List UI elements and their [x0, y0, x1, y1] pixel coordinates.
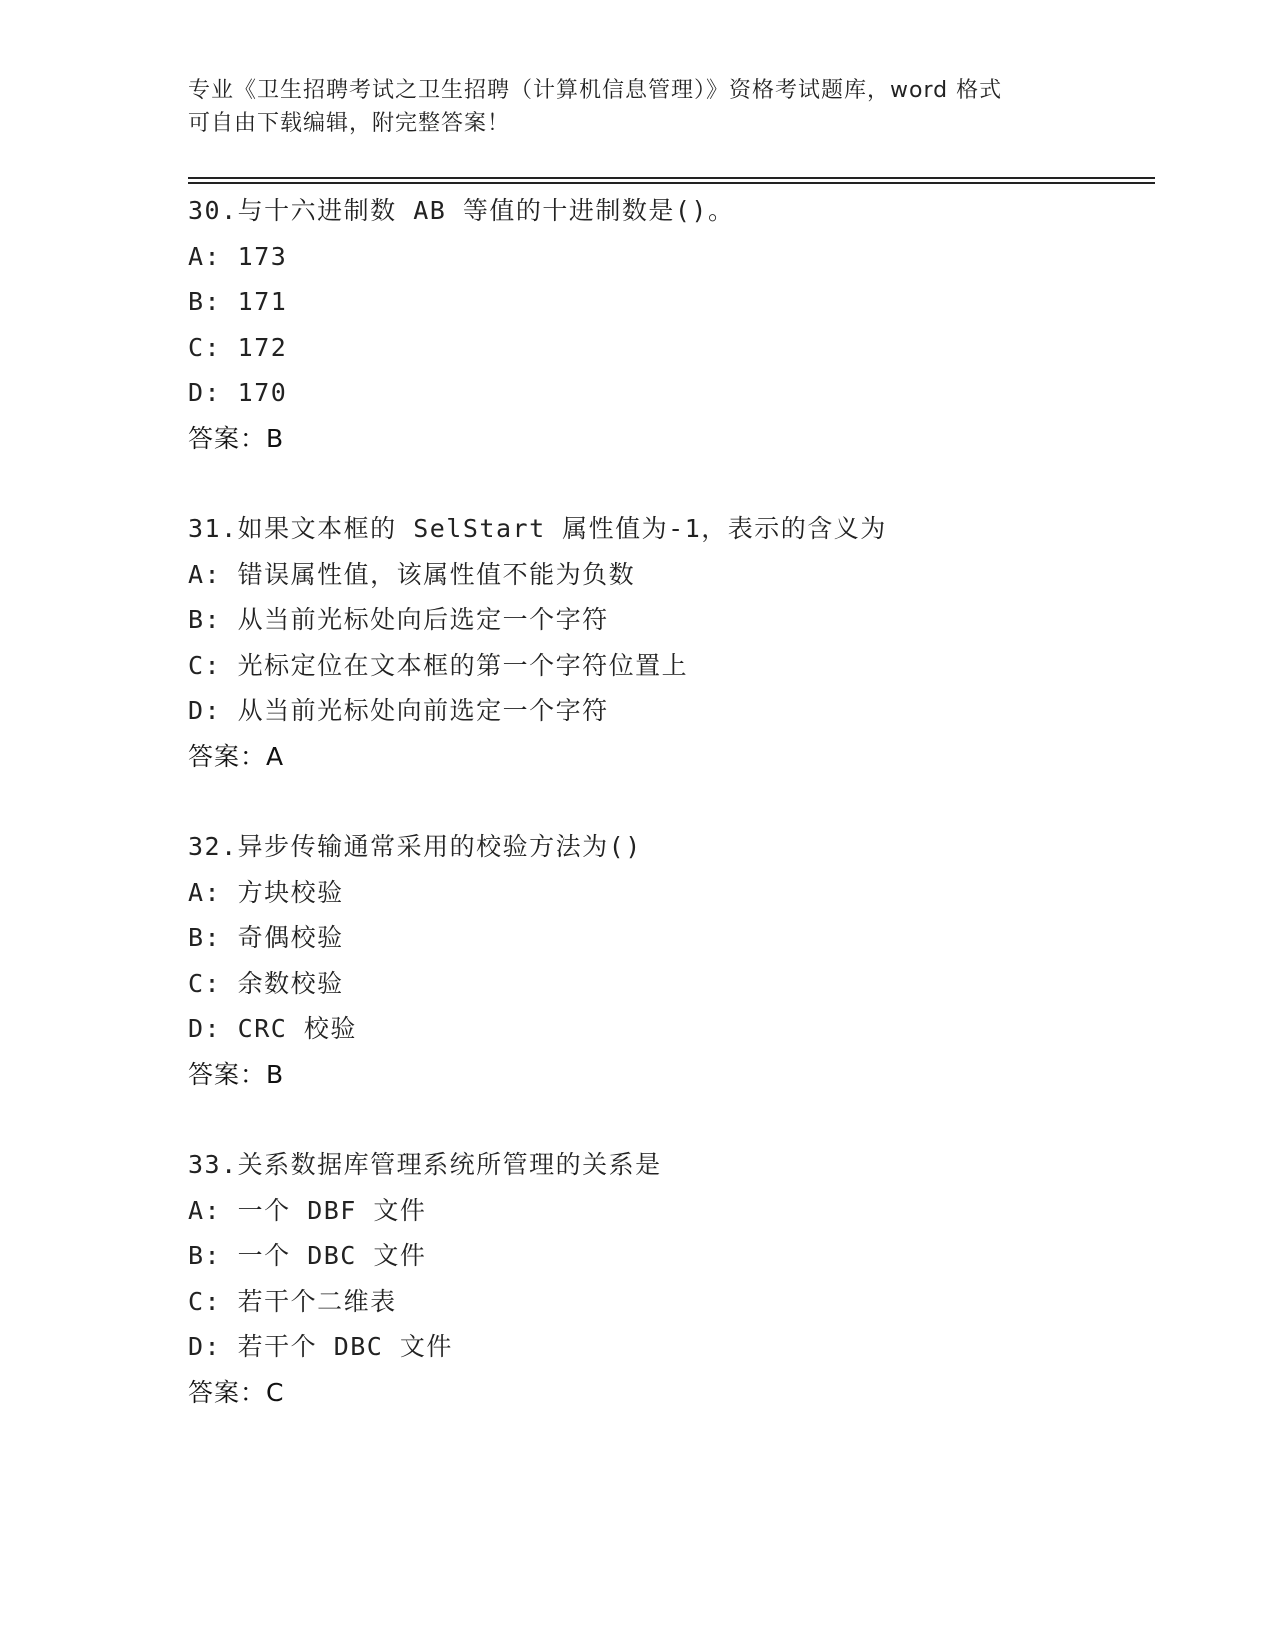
option-d: D: 170: [188, 378, 288, 407]
option-b: B: 一个 DBC 文件: [188, 1241, 427, 1270]
header-divider-top: [188, 177, 1155, 179]
option-a: A: 一个 DBF 文件: [188, 1195, 427, 1225]
question-stem: 33.关系数据库管理系统所管理的关系是: [188, 1150, 662, 1179]
option-d: D: 从当前光标处向前选定一个字符: [188, 696, 609, 725]
document-header: [188, 74, 1088, 140]
question-32: [188, 824, 1155, 1097]
question-stem: 31.如果文本框的 SelStart 属性值为-1，表示的含义为: [188, 514, 887, 543]
option-a: A: 错误属性值，该属性值不能为负数: [188, 559, 636, 589]
option-d: D: 若干个 DBC 文件: [188, 1332, 453, 1361]
question-stem: 30.与十六进制数 AB 等值的十进制数是()。: [188, 196, 735, 225]
option-c: C: 光标定位在文本框的第一个字符位置上: [188, 650, 689, 680]
option-c: C: 若干个二维表: [188, 1286, 397, 1316]
question-31: [188, 506, 1155, 779]
question-stem: 32.异步传输通常采用的校验方法为(): [188, 832, 642, 861]
option-b: B: 奇偶校验: [188, 923, 344, 952]
option-a: A: 方块校验: [188, 877, 344, 907]
header-line-2: 可自由下载编辑，附完整答案！: [188, 111, 511, 136]
answer-key: 答案：C: [188, 1377, 285, 1407]
option-a: A: 173: [188, 241, 288, 271]
question-list: [188, 188, 1155, 1460]
question-30: [188, 188, 1155, 461]
question-33: [188, 1142, 1155, 1415]
answer-key: 答案：A: [188, 741, 285, 771]
option-b: B: 171: [188, 287, 288, 316]
option-c: C: 余数校验: [188, 968, 344, 998]
option-d: D: CRC 校验: [188, 1014, 357, 1043]
header-line-1: 专业《卫生招聘考试之卫生招聘（计算机信息管理）》资格考试题库，word 格式: [188, 78, 1003, 103]
answer-key: 答案：B: [188, 1059, 285, 1089]
option-c: C: 172: [188, 332, 288, 362]
answer-key: 答案：B: [188, 423, 285, 453]
option-b: B: 从当前光标处向后选定一个字符: [188, 605, 609, 634]
header-divider-bottom: [188, 182, 1155, 184]
